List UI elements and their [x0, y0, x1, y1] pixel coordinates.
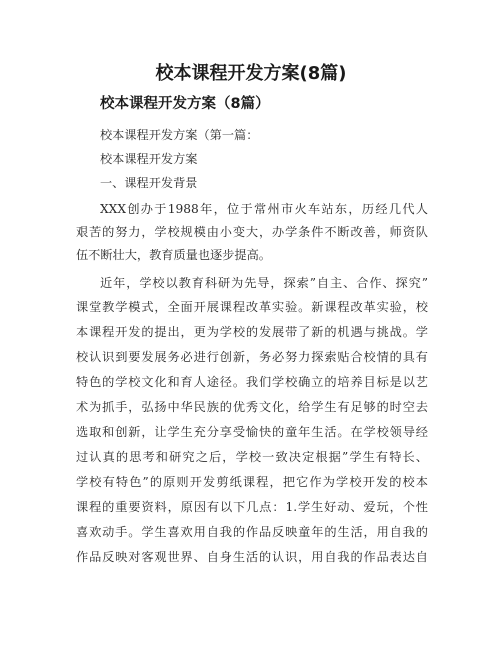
- paragraph-line: XXX创办于1988年，位于常州市火车站东，历经几代人: [100, 202, 428, 216]
- paragraph-line: 作品反映对客观世界、自身生活的认识，用自我的作品表达自: [76, 550, 428, 564]
- paragraph-line: 喜欢动手。学生喜欢用自我的作品反映童年的生活，用自我的: [76, 525, 428, 539]
- paragraph-line: 校认识到要发展务必进行创新，务必努力探索贴合校情的具有: [76, 350, 428, 364]
- paragraph-line: 特色的学校文化和育人途径。我们学校确立的培养目标是以艺: [76, 375, 428, 389]
- paragraph-line: 课程的重要资料，原因有以下几点：1.学生好动、爱玩，个性: [76, 500, 428, 514]
- section-heading: 一、课程开发背景: [100, 176, 198, 190]
- paragraph-line: 本课程开发的提出，更为学校的发展带了新的机遇与挑战。学: [76, 325, 428, 339]
- document-subtitle: 校本课程开发方案（8篇）: [100, 96, 270, 112]
- paragraph-line: 术为抓手，弘扬中华民族的优秀文化，给学生有足够的时空去: [76, 400, 428, 414]
- document-title: 校本课程开发方案(8篇): [155, 63, 347, 84]
- paragraph-line: 近年，学校以教育科研为先导，探索”自主、合作、探究”: [100, 276, 428, 290]
- section-heading: 校本课程开发方案: [100, 152, 198, 166]
- paragraph-line: 课堂教学模式，全面开展课程改革实验。新课程改革实验，校: [76, 300, 428, 314]
- paragraph-line: 选取和创新，让学生充分享受愉快的童年生活。在学校领导经: [76, 425, 428, 439]
- paragraph-line: 伍不断壮大，教育质量也逐步提高。: [76, 248, 271, 262]
- section-heading: 校本课程开发方案（第一篇：: [100, 128, 259, 142]
- paragraph-line: 过认真的思考和研究之后，学校一致决定根据”学生有特长、: [76, 450, 428, 464]
- paragraph-line: 艰苦的努力，学校规模由小变大，办学条件不断改善，师资队: [76, 225, 428, 239]
- paragraph-line: 学校有特色”的原则开发剪纸课程，把它作为学校开发的校本: [76, 475, 428, 489]
